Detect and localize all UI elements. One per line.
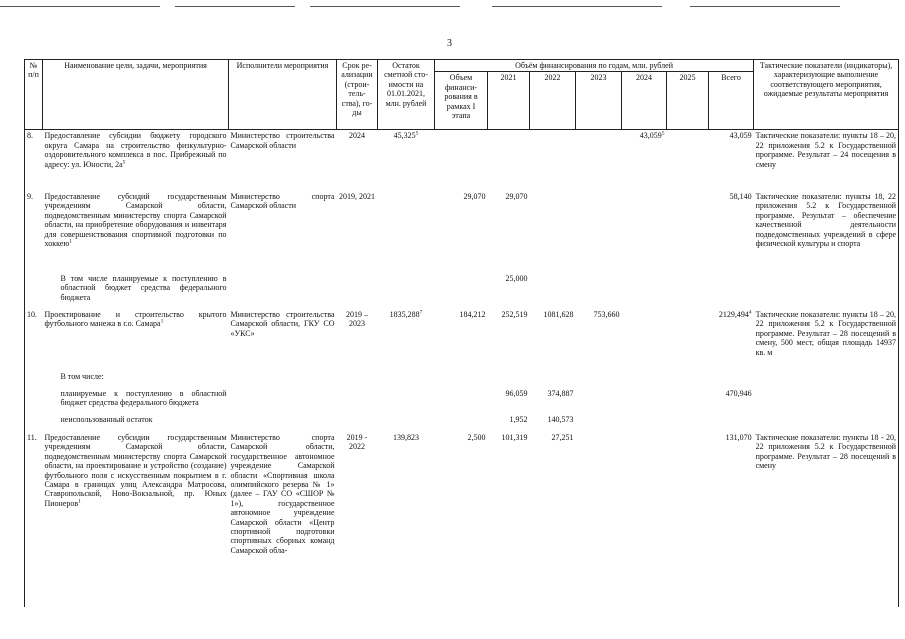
row-executors: Министерство строительства Самарской области xyxy=(230,131,335,150)
row-balance xyxy=(378,388,435,414)
row-executors: Министерство спорта Самарской области xyxy=(230,191,335,211)
row-balance xyxy=(378,371,435,388)
row-total: 58,140 xyxy=(729,191,752,201)
row-term: 2019 - 2022 xyxy=(346,432,368,452)
row-no: 8. xyxy=(25,130,43,191)
row-indicators: Тактические показатели: пункты 18 – 20, 22 приложения 5.2 к Государственной программе. Результат – 24 посещения в смену xyxy=(754,130,899,191)
row-2021 xyxy=(488,130,530,191)
row-name: неиспользованный остаток xyxy=(60,414,153,424)
row-2021: 101,319 xyxy=(501,432,528,442)
row-2023 xyxy=(576,273,622,309)
table-row xyxy=(25,414,899,432)
row-stage1: 2,500 xyxy=(467,432,486,442)
footnote-mark: 5 xyxy=(661,130,665,137)
table-row xyxy=(25,273,899,309)
row-no xyxy=(25,273,43,309)
row-2024 xyxy=(622,388,667,414)
table-row xyxy=(25,371,899,388)
footnote-mark: 1 xyxy=(160,318,164,325)
row-balance xyxy=(378,191,435,273)
row-2024: 43,059$^5$ xyxy=(639,130,665,141)
row-2025 xyxy=(667,388,709,414)
row-no: 11. xyxy=(25,432,43,607)
row-2022 xyxy=(530,371,576,388)
row-stage1 xyxy=(435,388,488,414)
row-stage1 xyxy=(435,273,488,309)
row-2025 xyxy=(667,130,709,191)
header-balance: Остаток сметной сто- имости на 01.01.2021, млн. рублей xyxy=(378,60,435,130)
row-2023 xyxy=(576,432,622,607)
header-name: Наименование цели, задачи, мероприятия xyxy=(43,60,229,130)
header-indicators: Тактические показатели (индикаторы), характеризующие выполнение соответствующего мероприятия, ожидаемые результаты мероприятия xyxy=(754,60,899,130)
row-balance: 139,823 xyxy=(393,432,419,442)
table-row xyxy=(25,432,899,607)
row-2025 xyxy=(667,273,709,309)
row-2022: 374,887 xyxy=(547,388,574,398)
row-2024 xyxy=(622,371,667,388)
row-total: 470,946 xyxy=(725,388,752,398)
row-2022: 1081,628 xyxy=(543,309,574,319)
row-total: 43,059 xyxy=(729,131,752,141)
table-row xyxy=(25,309,899,371)
row-executors xyxy=(229,371,337,388)
row-stage1: 29,070 xyxy=(463,191,486,201)
row-term: 2019 – 2023 xyxy=(346,309,368,329)
header-2022: 2022 xyxy=(530,72,576,130)
row-2025 xyxy=(667,414,709,432)
row-2025 xyxy=(667,309,709,371)
row-2022 xyxy=(530,130,576,191)
footnote-mark: 5 xyxy=(415,130,419,137)
footnote-mark: 5 xyxy=(122,158,126,165)
footnote-mark: 1 xyxy=(78,498,81,505)
header-term: Срок ре- ализации (строи- тель- ства), го- ды xyxy=(337,60,378,130)
header-total: Всего xyxy=(709,72,754,130)
row-2022: 27,251 xyxy=(551,432,574,442)
row-2021 xyxy=(488,371,530,388)
row-total: 131,070 xyxy=(725,432,752,442)
row-balance xyxy=(378,414,435,432)
header-stage1: Объем финанси- рования в рамках I этапа xyxy=(435,72,488,130)
row-balance: 45,325$^5$ xyxy=(393,130,419,141)
row-2022 xyxy=(530,191,576,273)
row-total xyxy=(709,414,754,432)
row-name: Предоставление субсидии государственным учреждениям Самарской области, подведомственным министерству спорта Самарской области, на проектирование и устройство (создание) футбольного поля с искусственным покрытием в г. Самара в границах улиц Александра Матросова, Ставропольской, Ново-Вокзальной, пр. Юных Пионеров$^1$ xyxy=(44,432,227,508)
row-2022 xyxy=(530,273,576,309)
table-row xyxy=(25,130,899,191)
row-2021: 25,000 xyxy=(505,273,528,283)
row-2024 xyxy=(622,191,667,273)
row-name: Предоставление субсидии бюджету городского округа Самара на строительство физкультурно-оздоровительного комплекса в пос. Прибрежный по адресу: ул. Юности, $2а^5$ xyxy=(44,131,227,169)
table-row xyxy=(25,388,899,414)
row-term: 2019, 2021 xyxy=(339,191,375,201)
row-indicators xyxy=(754,273,899,309)
row-2023 xyxy=(576,371,622,388)
row-2023 xyxy=(576,191,622,273)
row-indicators xyxy=(754,414,899,432)
footnote-mark: 4 xyxy=(748,309,752,316)
header-2021: 2021 xyxy=(488,72,530,130)
row-no: 9. xyxy=(25,191,43,273)
row-total xyxy=(709,371,754,388)
row-executors xyxy=(229,273,337,309)
row-no xyxy=(25,388,43,414)
row-term xyxy=(337,388,378,414)
row-2025 xyxy=(667,371,709,388)
row-term: 2024 xyxy=(349,131,365,141)
row-executors xyxy=(229,388,337,414)
row-2024 xyxy=(622,273,667,309)
page-number: 3 xyxy=(447,38,452,49)
row-2025 xyxy=(667,191,709,273)
row-term xyxy=(337,273,378,309)
header-2023: 2023 xyxy=(576,72,622,130)
row-2021: 29,070 xyxy=(505,191,528,201)
header-financing-group: Объём финансирования по годам, млн. рублей xyxy=(435,60,754,72)
row-2025 xyxy=(667,432,709,607)
row-name: В том числе планируемые к поступлению в областной бюджет средства федерального бюджета xyxy=(60,273,227,302)
header-executors: Исполнители мероприятия xyxy=(229,60,337,130)
row-stage1 xyxy=(435,130,488,191)
table-body xyxy=(25,130,899,607)
row-indicators xyxy=(754,371,899,388)
table-row xyxy=(25,191,899,273)
row-2024 xyxy=(622,414,667,432)
header-2024: 2024 xyxy=(622,72,667,130)
row-name: планируемые к поступлению в областной бюджет средства федерального бюджета xyxy=(60,388,227,408)
footnote-mark: 7 xyxy=(419,309,423,316)
row-stage1 xyxy=(435,371,488,388)
row-2023 xyxy=(576,388,622,414)
row-2023 xyxy=(576,130,622,191)
row-total xyxy=(709,273,754,309)
scan-top-line xyxy=(0,6,905,7)
row-executors: Министерство строительства Самарской области, ГКУ СО «УКС» xyxy=(230,309,335,338)
row-term xyxy=(337,371,378,388)
row-2022: 140,573 xyxy=(547,414,574,424)
row-executors xyxy=(229,414,337,432)
row-name: Предоставление субсидий государственным учреждениям Самарской области, подведомственным министерству спорта Самарской области, на приобретение оборудования и инвентаря для совершенствования спортивной подготовки по хоккею$^1$ xyxy=(44,191,227,248)
row-no xyxy=(25,414,43,432)
row-2024 xyxy=(622,309,667,371)
row-executors: Министерство спорта Самарской области, государственное автономное учреждение Самарской области «Спортивная школа олимпийского резерва № 1» (далее – ГАУ СО «СШОР № 1»), государственное автономное учреждение Самарской области «Центр спортивной подготовки спортивных сборных команд Самарской обла- xyxy=(230,432,335,555)
row-no: 10. xyxy=(25,309,43,371)
row-2023: 753,660 xyxy=(593,309,620,319)
row-balance: 1835,288$^7$ xyxy=(389,309,423,319)
row-no xyxy=(25,371,43,388)
header-2025: 2025 xyxy=(667,72,709,130)
row-indicators: Тактические показатели: пункты 18, 22 приложения 5.2 к Государственной программе. Результат – обеспечение качественной деятельности подведомственных учреждений в сфере физической культуры и спорта xyxy=(754,191,899,273)
row-2021: 96,059 xyxy=(505,388,528,398)
row-stage1: 184,212 xyxy=(459,309,486,319)
row-balance xyxy=(378,273,435,309)
row-indicators: Тактические показатели: пункты 18 - 20, 22 приложения 5.2 к Государственной программе. Результат – 28 посещений в смену xyxy=(754,432,899,607)
row-indicators xyxy=(754,388,899,414)
row-2024 xyxy=(622,432,667,607)
row-2023 xyxy=(576,414,622,432)
row-name: Проектирование и строительство крытого футбольного манежа в г.о. Самара$^1$ xyxy=(44,309,227,329)
financing-table xyxy=(24,59,899,607)
footnote-mark: 1 xyxy=(69,238,73,245)
row-indicators: Тактические показатели: пункты 18 – 20, 22 приложения 5.2 к Государственной программе. Результат – 28 посещений в смену, 500 мест, общая площадь 14937 кв. м xyxy=(754,309,899,371)
row-2021: 1,952 xyxy=(509,414,528,424)
row-stage1 xyxy=(435,414,488,432)
row-term xyxy=(337,414,378,432)
row-name: В том числе: xyxy=(60,371,104,381)
header-no: № п/п xyxy=(25,60,43,130)
row-total: 2129,494$^4$ xyxy=(718,309,752,319)
row-2021: 252,519 xyxy=(501,309,528,319)
